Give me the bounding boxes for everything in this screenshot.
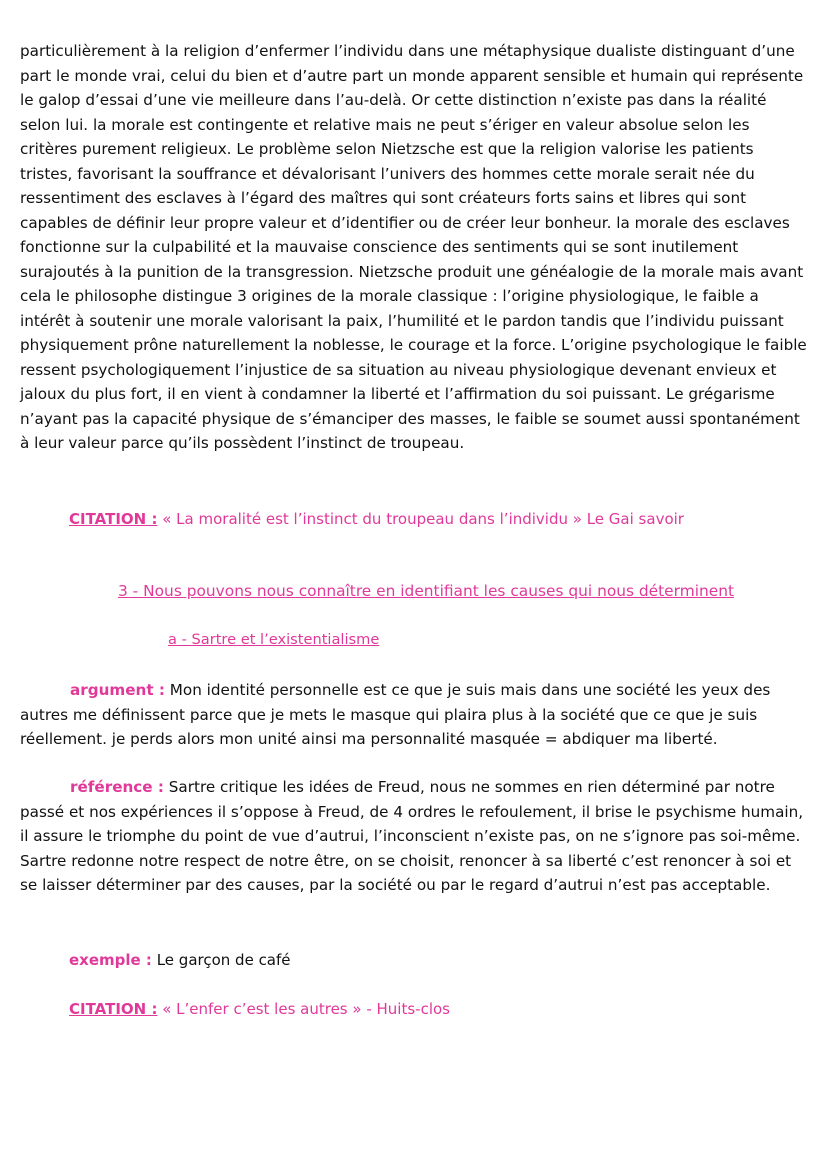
citation-text: « La moralité est l’instinct du troupeau dans l’individu » Le Gai savoir	[157, 510, 684, 528]
reference-text: Sartre critique les idées de Freud, nous ne sommes en rien déterminé par notre passé et nos expériences il s’oppose à Freud, de 4 ordres le refoulement, il brise le psychisme humain, il assure le triomphe du point de vue d’autrui, l’inconscient n’existe pas, on ne s’ignore pas soi-même. Sartre redonne notre respect de notre être, on se choisit, renoncer à sa liberté c’est renoncer à soi et se laisser déterminer par des causes, par la société ou par le regard d’autrui n’est pas acceptable.	[20, 778, 804, 894]
example-line	[69, 948, 291, 972]
citation-label: CITATION :	[69, 1000, 158, 1018]
argument-text: Mon identité personnelle est ce que je suis mais dans une société les yeux des autres me définissent parce que je mets le masque qui plaira plus à la société que ce que je suis réellement. je perds alors mon unité ainsi ma personnalité masquée = abdiquer ma liberté.	[20, 681, 771, 748]
reference-label: référence :	[70, 778, 164, 796]
argument-paragraph	[20, 678, 810, 752]
example-text: Le garçon de café	[151, 951, 291, 969]
subsection-a-heading: a - Sartre et l’existentialisme	[168, 631, 380, 648]
intro-paragraph: particulièrement à la religion d’enfermer l’individu dans une métaphysique dualiste distinguant d’une part le monde vrai, celui du bien et d’autre part un monde apparent sensible et humain qui représente le galop d’essai d’une vie meilleure dans l’au-delà. Or cette distinction n’existe pas dans la réalité selon lui. la morale est contingente et relative mais ne peut s’ériger en valeur absolue selon les critères purement religieux. Le problème selon Nietzsche est que la religion valorise les patients tristes, favorisant la souffrance et dévalorisant l’univers des hommes cette morale serait née du ressentiment des esclaves à l’égard des maîtres qui sont créateurs forts sains et libres qui sont capables de définir leur propre valeur et d’identifier ou de créer leur bonheur. la morale des esclaves fonctionne sur la culpabilité et la mauvaise conscience des sentiments qui se sont inutilement surajoutés à la punition de la transgression. Nietzsche produit une généalogie de la morale mais avant cela le philosophe distingue 3 origines de la morale classique : l’origine physiologique, le faible a intérêt à soutenir une morale valorisant la paix, l’humilité et le pardon tandis que l’individu puissant physiquement prône naturellement la noblesse, le courage et la force. L’origine psychologique le faible ressent psychologiquement l’injustice de sa situation au niveau physiologique devenant envieux et jaloux du plus fort, il en vient à condamner la liberté et l’affirmation du soi puissant. Le grégarisme n’ayant pas la capacité physique de s’émanciper des masses, le faible se soumet aussi spontanément à leur valeur parce qu’ils possèdent l’instinct de troupeau.	[20, 42, 807, 452]
example-label: exemple :	[69, 951, 152, 969]
citation-text: « L’enfer c’est les autres » - Huits-clos	[157, 1000, 450, 1018]
section-3-heading: 3 - Nous pouvons nous connaître en identifiant les causes qui nous déterminent	[118, 582, 734, 600]
argument-label: argument :	[70, 681, 165, 699]
reference-paragraph	[20, 775, 810, 898]
citation-sartre	[69, 997, 450, 1021]
citation-label: CITATION :	[69, 510, 158, 528]
citation-nietzsche	[69, 507, 684, 531]
